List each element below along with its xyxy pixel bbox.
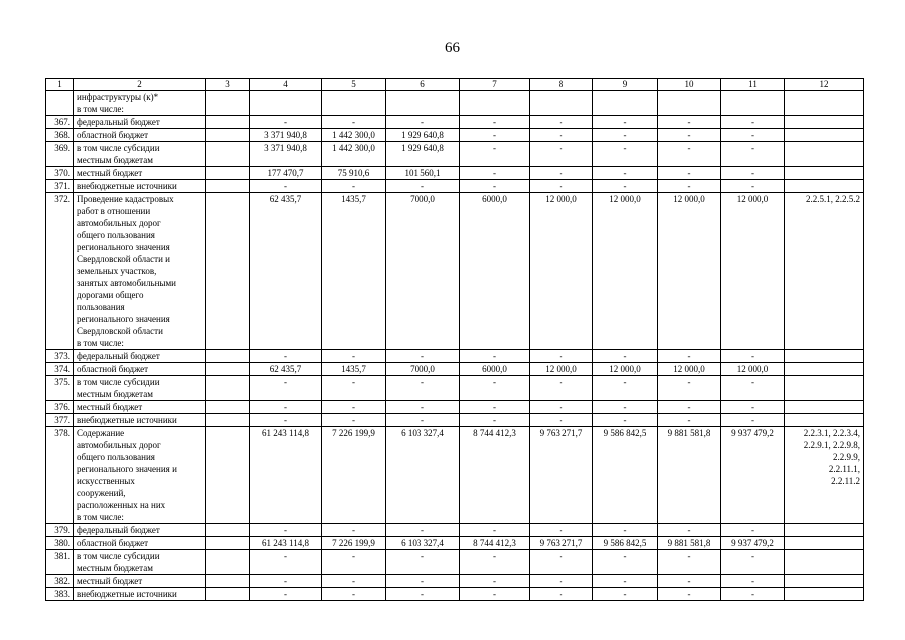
value-cell: - — [386, 116, 460, 129]
value-cell: - — [386, 575, 460, 588]
value-cell — [386, 91, 460, 116]
row-number-cell — [46, 91, 74, 116]
value-cell: 12 000,0 — [593, 363, 658, 376]
row-number-cell: 372. — [46, 193, 74, 350]
value-cell — [721, 91, 785, 116]
value-cell: - — [322, 588, 386, 601]
value-cell: 12 000,0 — [721, 193, 785, 350]
table-body — [46, 91, 864, 601]
value-cell: - — [593, 588, 658, 601]
column-3-cell — [206, 414, 250, 427]
reference-cell — [785, 550, 864, 575]
column-3-cell — [206, 401, 250, 414]
value-cell: - — [460, 550, 530, 575]
reference-cell — [785, 142, 864, 167]
value-cell: - — [721, 350, 785, 363]
row-name-cell: федеральный бюджет — [74, 116, 206, 129]
value-cell: - — [658, 524, 721, 537]
header-row — [46, 79, 864, 91]
value-cell: - — [593, 376, 658, 401]
value-cell: 3 371 940,8 — [250, 129, 322, 142]
value-cell: 1435,7 — [322, 193, 386, 350]
value-cell: 9 881 581,8 — [658, 537, 721, 550]
value-cell: - — [593, 350, 658, 363]
reference-cell — [785, 363, 864, 376]
value-cell: - — [386, 376, 460, 401]
value-cell: - — [658, 167, 721, 180]
value-cell: - — [322, 376, 386, 401]
value-cell: - — [250, 116, 322, 129]
value-cell: - — [250, 588, 322, 601]
table-header — [46, 79, 864, 91]
table-row — [46, 537, 864, 550]
column-3-cell — [206, 116, 250, 129]
value-cell: - — [530, 180, 593, 193]
row-name-cell: областной бюджет — [74, 363, 206, 376]
column-3-cell — [206, 550, 250, 575]
value-cell: 9 763 271,7 — [530, 537, 593, 550]
value-cell: 1 442 300,0 — [322, 129, 386, 142]
column-3-cell — [206, 142, 250, 167]
value-cell: - — [250, 524, 322, 537]
value-cell: 1435,7 — [322, 363, 386, 376]
row-name-cell: областной бюджет — [74, 129, 206, 142]
value-cell: 6000,0 — [460, 193, 530, 350]
value-cell: - — [721, 142, 785, 167]
value-cell: - — [658, 350, 721, 363]
value-cell — [460, 91, 530, 116]
value-cell: - — [530, 414, 593, 427]
value-cell: - — [658, 414, 721, 427]
row-number-cell: 369. — [46, 142, 74, 167]
value-cell: 9 586 842,5 — [593, 427, 658, 524]
column-3-cell — [206, 537, 250, 550]
table-row — [46, 167, 864, 180]
reference-cell — [785, 537, 864, 550]
value-cell: - — [658, 116, 721, 129]
row-number-cell: 374. — [46, 363, 74, 376]
value-cell: - — [721, 376, 785, 401]
table-row — [46, 180, 864, 193]
value-cell: - — [593, 575, 658, 588]
reference-cell — [785, 575, 864, 588]
value-cell — [250, 91, 322, 116]
header-cell: 9 — [593, 79, 658, 91]
value-cell: 8 744 412,3 — [460, 537, 530, 550]
value-cell: - — [460, 142, 530, 167]
value-cell: - — [721, 401, 785, 414]
value-cell: 7 226 199,9 — [322, 537, 386, 550]
reference-cell — [785, 350, 864, 363]
value-cell: - — [386, 588, 460, 601]
value-cell: - — [721, 524, 785, 537]
row-name-cell: Содержание автомобильных дорог общего пользования регионального значения и искусственных сооружений, расположенных на них в том числе: — [74, 427, 206, 524]
table-row — [46, 193, 864, 350]
value-cell: - — [460, 129, 530, 142]
value-cell: - — [721, 588, 785, 601]
table-row — [46, 550, 864, 575]
row-name-cell: в том числе субсидии местным бюджетам — [74, 142, 206, 167]
column-3-cell — [206, 129, 250, 142]
value-cell: 9 937 479,2 — [721, 427, 785, 524]
table-row — [46, 376, 864, 401]
table-row — [46, 129, 864, 142]
row-number-cell: 376. — [46, 401, 74, 414]
value-cell: - — [322, 550, 386, 575]
value-cell: - — [322, 575, 386, 588]
value-cell: - — [322, 350, 386, 363]
table-row — [46, 350, 864, 363]
value-cell: - — [721, 129, 785, 142]
column-3-cell — [206, 167, 250, 180]
value-cell: 1 929 640,8 — [386, 142, 460, 167]
column-3-cell — [206, 363, 250, 376]
value-cell: - — [593, 550, 658, 575]
header-cell: 5 — [322, 79, 386, 91]
row-number-cell: 380. — [46, 537, 74, 550]
value-cell: - — [386, 180, 460, 193]
budget-table — [45, 78, 864, 601]
reference-cell — [785, 91, 864, 116]
table-row — [46, 142, 864, 167]
row-number-cell: 383. — [46, 588, 74, 601]
value-cell: - — [530, 129, 593, 142]
value-cell: 6000,0 — [460, 363, 530, 376]
table-row — [46, 414, 864, 427]
table-row — [46, 575, 864, 588]
value-cell — [593, 91, 658, 116]
value-cell: - — [593, 116, 658, 129]
reference-cell: 2.2.3.1, 2.2.3.4, 2.2.9.1, 2.2.9.8, 2.2.9.9, 2.2.11.1, 2.2.11.2 — [785, 427, 864, 524]
row-number-cell: 367. — [46, 116, 74, 129]
reference-cell — [785, 129, 864, 142]
column-3-cell — [206, 376, 250, 401]
row-name-cell: федеральный бюджет — [74, 350, 206, 363]
value-cell: - — [460, 116, 530, 129]
value-cell: - — [460, 524, 530, 537]
column-3-cell — [206, 427, 250, 524]
value-cell: - — [250, 376, 322, 401]
table-row — [46, 91, 864, 116]
row-number-cell: 371. — [46, 180, 74, 193]
value-cell: 12 000,0 — [658, 363, 721, 376]
value-cell: - — [250, 180, 322, 193]
reference-cell: 2.2.5.1, 2.2.5.2 — [785, 193, 864, 350]
row-name-cell: в том числе субсидии местным бюджетам — [74, 376, 206, 401]
value-cell: - — [250, 414, 322, 427]
row-name-cell: в том числе субсидии местным бюджетам — [74, 550, 206, 575]
table-row — [46, 524, 864, 537]
value-cell: 177 470,7 — [250, 167, 322, 180]
value-cell: 12 000,0 — [658, 193, 721, 350]
value-cell: - — [530, 575, 593, 588]
value-cell — [322, 91, 386, 116]
value-cell — [658, 91, 721, 116]
value-cell: - — [530, 376, 593, 401]
column-3-cell — [206, 193, 250, 350]
row-number-cell: 381. — [46, 550, 74, 575]
reference-cell — [785, 524, 864, 537]
row-name-cell: местный бюджет — [74, 575, 206, 588]
row-name-cell: местный бюджет — [74, 167, 206, 180]
value-cell: 1 442 300,0 — [322, 142, 386, 167]
value-cell: - — [593, 180, 658, 193]
value-cell: - — [250, 350, 322, 363]
value-cell: - — [386, 414, 460, 427]
value-cell: - — [460, 180, 530, 193]
value-cell: - — [593, 167, 658, 180]
value-cell: - — [386, 550, 460, 575]
column-3-cell — [206, 588, 250, 601]
value-cell: - — [658, 129, 721, 142]
row-name-cell: областной бюджет — [74, 537, 206, 550]
value-cell: - — [721, 167, 785, 180]
value-cell: 1 929 640,8 — [386, 129, 460, 142]
row-name-cell: Проведение кадастровых работ в отношении автомобильных дорог общего пользования регионального значения Свердловской области и земельных участков, занятых автомобильными дорогами общего пользования регионального значения Свердловской области в том числе: — [74, 193, 206, 350]
value-cell: - — [460, 414, 530, 427]
reference-cell — [785, 376, 864, 401]
value-cell: - — [530, 350, 593, 363]
value-cell: - — [322, 524, 386, 537]
header-cell: 2 — [74, 79, 206, 91]
row-number-cell: 377. — [46, 414, 74, 427]
value-cell: - — [460, 575, 530, 588]
column-3-cell — [206, 524, 250, 537]
table-row — [46, 588, 864, 601]
header-cell: 12 — [785, 79, 864, 91]
reference-cell — [785, 588, 864, 601]
column-3-cell — [206, 180, 250, 193]
header-cell: 7 — [460, 79, 530, 91]
row-name-cell: внебюджетные источники — [74, 414, 206, 427]
row-name-cell: местный бюджет — [74, 401, 206, 414]
value-cell: 7000,0 — [386, 193, 460, 350]
row-name-cell: внебюджетные источники — [74, 588, 206, 601]
row-name-cell: внебюджетные источники — [74, 180, 206, 193]
value-cell: - — [721, 550, 785, 575]
value-cell: - — [530, 142, 593, 167]
row-number-cell: 368. — [46, 129, 74, 142]
value-cell: - — [250, 401, 322, 414]
column-3-cell — [206, 91, 250, 116]
value-cell: - — [658, 588, 721, 601]
page-number: 66 — [445, 40, 460, 56]
value-cell: - — [250, 575, 322, 588]
header-cell: 4 — [250, 79, 322, 91]
value-cell — [530, 91, 593, 116]
value-cell: - — [460, 350, 530, 363]
value-cell: 3 371 940,8 — [250, 142, 322, 167]
value-cell: - — [658, 180, 721, 193]
value-cell: 9 881 581,8 — [658, 427, 721, 524]
value-cell: 12 000,0 — [530, 363, 593, 376]
value-cell: - — [530, 116, 593, 129]
value-cell: 12 000,0 — [530, 193, 593, 350]
row-number-cell: 378. — [46, 427, 74, 524]
header-cell: 11 — [721, 79, 785, 91]
value-cell: - — [386, 401, 460, 414]
row-number-cell: 379. — [46, 524, 74, 537]
value-cell: - — [460, 588, 530, 601]
value-cell: - — [460, 401, 530, 414]
value-cell: - — [322, 401, 386, 414]
value-cell: 9 586 842,5 — [593, 537, 658, 550]
value-cell: - — [250, 550, 322, 575]
value-cell: 8 744 412,3 — [460, 427, 530, 524]
value-cell: 12 000,0 — [721, 363, 785, 376]
value-cell: - — [658, 401, 721, 414]
row-name-cell: инфраструктуры (к)* в том числе: — [74, 91, 206, 116]
value-cell: 7000,0 — [386, 363, 460, 376]
value-cell: 61 243 114,8 — [250, 537, 322, 550]
reference-cell — [785, 180, 864, 193]
value-cell: - — [460, 376, 530, 401]
value-cell: - — [386, 524, 460, 537]
value-cell: 6 103 327,4 — [386, 537, 460, 550]
value-cell: - — [460, 167, 530, 180]
column-3-cell — [206, 350, 250, 363]
value-cell: 61 243 114,8 — [250, 427, 322, 524]
reference-cell — [785, 401, 864, 414]
row-number-cell: 370. — [46, 167, 74, 180]
value-cell: - — [530, 401, 593, 414]
value-cell: - — [721, 575, 785, 588]
row-number-cell: 373. — [46, 350, 74, 363]
value-cell: - — [658, 376, 721, 401]
value-cell: - — [322, 116, 386, 129]
value-cell: - — [530, 524, 593, 537]
reference-cell — [785, 167, 864, 180]
value-cell: - — [386, 350, 460, 363]
value-cell: - — [530, 167, 593, 180]
reference-cell — [785, 116, 864, 129]
value-cell: - — [530, 588, 593, 601]
value-cell: - — [721, 116, 785, 129]
table-row — [46, 363, 864, 376]
value-cell: - — [658, 575, 721, 588]
value-cell: - — [593, 142, 658, 167]
value-cell: - — [721, 414, 785, 427]
table-row — [46, 427, 864, 524]
value-cell: - — [322, 414, 386, 427]
value-cell: - — [721, 180, 785, 193]
header-cell: 3 — [206, 79, 250, 91]
table-row — [46, 116, 864, 129]
value-cell: - — [593, 401, 658, 414]
value-cell: - — [593, 129, 658, 142]
value-cell: - — [593, 414, 658, 427]
value-cell: - — [593, 524, 658, 537]
value-cell: 7 226 199,9 — [322, 427, 386, 524]
row-number-cell: 382. — [46, 575, 74, 588]
header-cell: 10 — [658, 79, 721, 91]
value-cell: - — [530, 550, 593, 575]
row-name-cell: федеральный бюджет — [74, 524, 206, 537]
header-cell: 1 — [46, 79, 74, 91]
column-3-cell — [206, 575, 250, 588]
reference-cell — [785, 414, 864, 427]
value-cell: 62 435,7 — [250, 363, 322, 376]
value-cell: 62 435,7 — [250, 193, 322, 350]
value-cell: 12 000,0 — [593, 193, 658, 350]
value-cell: 101 560,1 — [386, 167, 460, 180]
value-cell: 75 910,6 — [322, 167, 386, 180]
value-cell: 9 763 271,7 — [530, 427, 593, 524]
row-number-cell: 375. — [46, 376, 74, 401]
header-cell: 6 — [386, 79, 460, 91]
value-cell: 6 103 327,4 — [386, 427, 460, 524]
header-cell: 8 — [530, 79, 593, 91]
value-cell: - — [658, 142, 721, 167]
table-row — [46, 401, 864, 414]
value-cell: - — [322, 180, 386, 193]
value-cell: - — [658, 550, 721, 575]
value-cell: 9 937 479,2 — [721, 537, 785, 550]
